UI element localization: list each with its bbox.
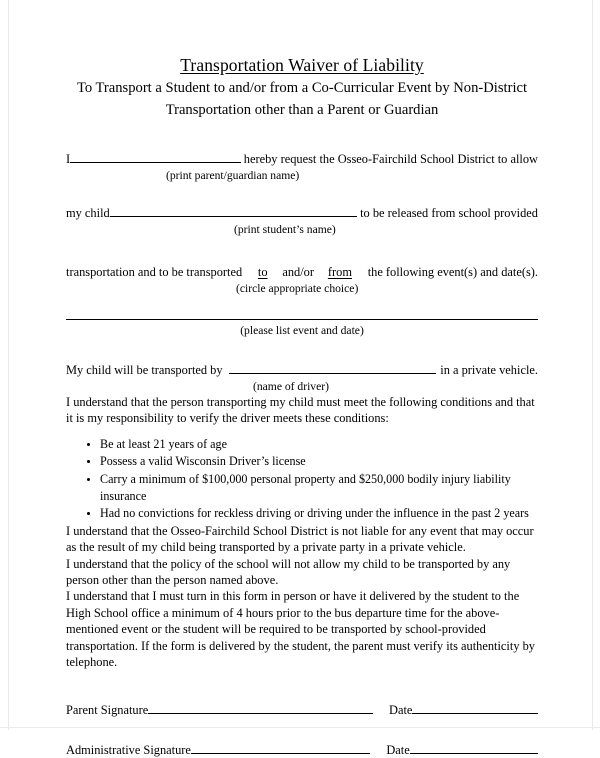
page-edge-left bbox=[8, 0, 9, 730]
event-date-input[interactable] bbox=[66, 319, 538, 320]
conditions-intro: I understand that the person transporting my child must meet the following conditions and that it is my responsibility to verify the driver meets these conditions: bbox=[66, 395, 535, 426]
acknowledgement-policy: I understand that the policy of the school will not allow my child to be transported by any person other than the person named above. bbox=[66, 556, 511, 588]
bullet-icon bbox=[87, 478, 90, 481]
list-item bbox=[66, 436, 538, 453]
page-edge-right bbox=[592, 0, 593, 730]
option-to[interactable]: to bbox=[257, 265, 268, 279]
circle-choice-caption: (circle appropriate choice) bbox=[236, 282, 359, 295]
administrative-date-label: Date bbox=[386, 742, 410, 757]
parent-line-suffix: hereby request the Osseo-Fairchild School District to allow bbox=[243, 152, 538, 166]
option-from[interactable]: from bbox=[327, 265, 352, 279]
parent-date-input[interactable] bbox=[412, 701, 538, 714]
administrative-signature-input[interactable] bbox=[191, 741, 370, 754]
transport-line-suffix: the following event(s) and date(s). bbox=[367, 265, 539, 279]
bullet-icon bbox=[87, 460, 90, 463]
acknowledgement-turn-in: I understand that I must turn in this form in person or have it delivered by the student to the High School office a minimum of 4 hours prior to the bus departure time for the above-mentioned event or the student will be required to be transported by school-provided transportation. If the form is delivered by the student, the parent must verify its authenticity by telephone. bbox=[66, 589, 536, 670]
driver-line-suffix: in a private vehicle. bbox=[440, 363, 538, 377]
child-line-prefix: my child bbox=[66, 206, 110, 220]
acknowledgement-not-liable: I understand that the Osseo-Fairchild School District is not liable for any event that may occur as the result of my child being transported by a private party in a private vehicle. bbox=[66, 523, 534, 555]
parent-date-label: Date bbox=[389, 702, 413, 717]
list-item bbox=[66, 505, 538, 522]
list-item bbox=[66, 471, 538, 506]
parent-name-input[interactable] bbox=[70, 150, 241, 163]
administrative-signature-label: Administrative Signature bbox=[66, 742, 191, 757]
subtitle-line-1: To Transport a Student to and/or from a Co-Curricular Event by Non-District bbox=[76, 80, 528, 96]
parent-signature-label: Parent Signature bbox=[66, 702, 149, 717]
driver-name-row bbox=[66, 361, 538, 378]
condition-text: Possess a valid Wisconsin Driver’s license bbox=[100, 454, 306, 469]
driver-line-prefix: My child will be transported by bbox=[66, 363, 223, 377]
event-date-caption: (please list event and date) bbox=[240, 324, 364, 337]
administrative-signature-row bbox=[66, 741, 538, 758]
bullet-icon bbox=[87, 443, 90, 446]
parent-name-caption: (print parent/guardian name) bbox=[166, 169, 300, 182]
student-name-row bbox=[66, 204, 538, 221]
condition-text: Carry a minimum of $100,000 personal property and $250,000 bodily injury liability insurance bbox=[100, 471, 511, 504]
condition-text: Had no convictions for reckless driving or driving under the influence in the past 2 years bbox=[100, 506, 529, 521]
driver-name-caption: (name of driver) bbox=[253, 380, 329, 393]
transport-conjunction: and/or bbox=[282, 265, 314, 279]
parent-line-prefix: I bbox=[66, 152, 71, 166]
administrative-date-input[interactable] bbox=[410, 741, 538, 754]
document-content bbox=[66, 0, 538, 758]
parent-signature-row bbox=[66, 701, 538, 718]
driver-name-input[interactable] bbox=[229, 361, 437, 374]
parent-name-row bbox=[66, 150, 538, 167]
conditions-list bbox=[66, 436, 538, 523]
bullet-icon bbox=[87, 512, 90, 515]
transport-direction-row bbox=[66, 264, 538, 280]
list-item bbox=[66, 453, 538, 470]
student-name-caption: (print student’s name) bbox=[234, 223, 336, 236]
page-title: Transportation Waiver of Liability bbox=[180, 55, 424, 75]
transport-line-prefix: transportation and to be transported bbox=[66, 265, 243, 279]
student-name-input[interactable] bbox=[110, 204, 357, 217]
subtitle-line-2: Transportation other than a Parent or Guardian bbox=[165, 102, 439, 118]
title-block bbox=[66, 0, 538, 121]
parent-signature-input[interactable] bbox=[148, 701, 373, 714]
condition-text: Be at least 21 years of age bbox=[100, 436, 227, 451]
child-line-suffix: to be released from school provided bbox=[360, 206, 538, 220]
